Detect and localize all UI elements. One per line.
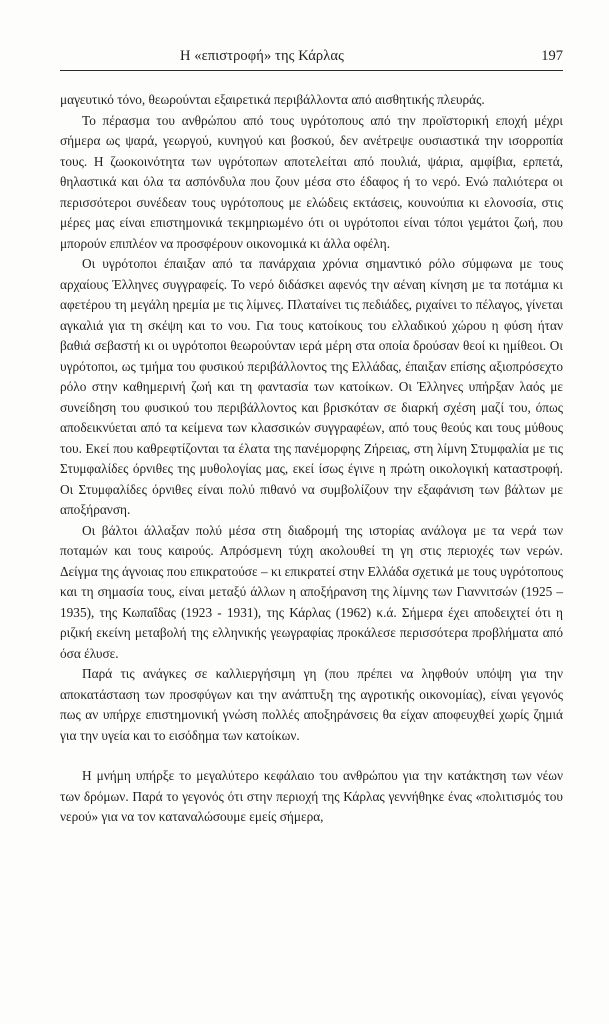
- paragraph: Παρά τις ανάγκες σε καλλιεργήσιμη γη (που πρέπει να ληφθούν υπόψη για την αποκατάσταση των προσφύγων και την ανάπτυξη της αγροτικής οικονομίας), είναι γεγονός πως αν υπήρχε επιστημονική γνώση πολλές αποξηράνσεις θα είχαν αποφευχθεί χωρίς ζημιά για την υγεία και το εισόδημα των κατοίκων.: [60, 666, 563, 743]
- page-number: 197: [541, 48, 563, 64]
- page-header: [60, 48, 563, 71]
- paragraph-continuation: μαγευτικό τόνο, θεωρούνται εξαιρετικά περιβάλλοντα από αισθητικής πλευράς.: [60, 92, 485, 107]
- paragraph: Οι υγρότοποι έπαιξαν από τα πανάρχαια χρόνια σημαντικό ρόλο σύμφωνα με τους αρχαίους Έλληνες συγγραφείς. Το νερό διδάσκει αφενός την αέναη κίνηση με τα ποτάμια κι αφετέρου τη μεγάλη ηρεμία με τις λίμνες. Πλαταίνει τις πεδιάδες, ριχαίνει το πέλαγος, γίνεται αγκαλιά για τη σκέψη και το νου. Για τους κατοίκους του ελλαδικού χώρου η φύση ήταν βαθιά σεβαστή κι οι υγρότοποι θεωρούνταν ιερά μέρη στα οποία δρούσαν θεοί κι ημίθεοι. Οι υγρότοποι, ως τμήμα του φυσικού περιβάλλοντος της Ελλάδας, έπαιξαν επίσης αξιοπρόσεχτο ρόλο στην καθημερινή ζωή και τη φαντασία των κατοίκων. Οι Έλληνες υπήρξαν λαός με συνείδηση του φυσικού του περιβάλλοντος και βρισκόταν σε διαρκή σχέση μαζί του, όπως αποδεικνύεται από τα κείμενα των κλασσικών συγγραφέων, από τους θεούς και τους μύθους του. Εκεί που καθρεφτίζονται τα έλατα της πανέμορφης Ζήρειας, στη λίμνη Στυμφαλία με τις Στυμφαλίδες όρνιθες της μυθολογίας μας, εκεί ίσως έγινε η πρώτη οικολογική καταστροφή. Οι Στυμφαλίδες όρνιθες είναι πολύ πιθανό να συμβολίζουν την εξαφάνιση των βάλτων με αποξήρανση.: [60, 256, 563, 517]
- paragraph: Οι βάλτοι άλλαξαν πολύ μέσα στη διαδρομή της ιστορίας ανάλογα με τα νερά των ποταμών και τους καιρούς. Απρόσμενη τύχη ακολουθεί τη γη στις περιοχές των νερών. Δείγμα της άγνοιας που επικρατούσε – κι επικρατεί στην Ελλάδα σχετικά με τους υγρότοπους και τη σημασία τους, είναι μεταξύ άλλων η αποξήρανση της λίμνης των Γιαννιτσών (1925 – 1935), της Κωπαΐδας (1923 - 1931), της Κάρλας (1962) κ.ά. Σήμερα έχει αποδειχτεί ότι η ριζική εκείνη μεταβολή της ελληνικής γεωγραφίας προκάλεσε περισσότερα προβλήματα από όσα έλυσε.: [60, 522, 563, 661]
- paragraph: Το πέρασμα του ανθρώπου από τους υγρότοπους από την προϊστορική εποχή μέχρι σήμερα ως ψαρά, γεωργού, κυνηγού και βοσκού, δεν ανέτρεψε ουσιαστικά την ισορροπία τους. Η ζωοκοινότητα των υγρότοπων αποτελείται από πουλιά, ψάρια, αμφίβια, ερπετά, θηλαστικά και όλα τα ασπόνδυλα που ζουν μέσα στο έδαφος ή το νερό. Ενώ παλιότερα οι περισσότεροι συνέδεαν τους υγρότοπους με ελώδεις εκτάσεις, κουνούπια κι ελονοσία, στις μέρες μας είναι επιστημονικά τεκμηριωμένο ότι οι υγρότοποι είναι τόποι γεμάτοι ζωή, που μπορούν επιπλέον να προσφέρουν οικονομικά κι άλλα οφέλη.: [60, 112, 563, 251]
- running-title: Η «επιστροφή» της Κάρλας: [180, 48, 344, 64]
- body-text: [60, 90, 563, 828]
- paragraph: Η μνήμη υπήρξε το μεγαλύτερο κεφάλαιο του ανθρώπου για την κατάκτηση των νέων των δρόμων. Παρά το γεγονός ότι στην περιοχή της Κάρλας γεννήθηκε ένας «πολιτισμός του νερού» για να τον καταναλώσουμε εμείς σήμερα,: [60, 768, 563, 824]
